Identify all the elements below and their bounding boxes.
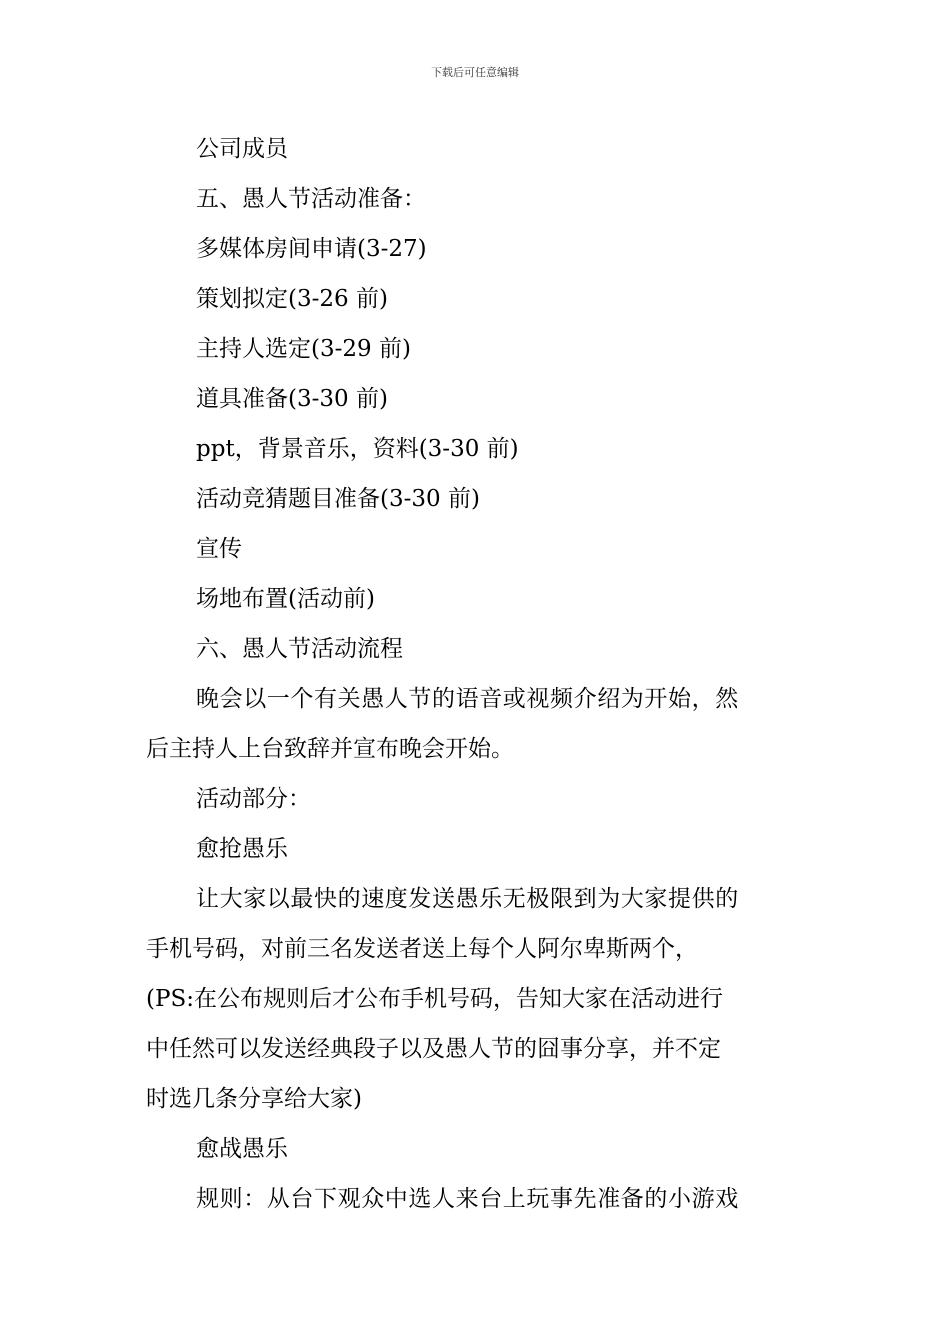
text-line: 活动竞猜题目准备(3-30 前) [196, 486, 480, 512]
text-line: 策划拟定(3-26 前) [196, 286, 388, 312]
text-line: ppt，背景音乐，资料(3-30 前) [196, 436, 519, 462]
section-heading: 六、愚人节活动流程 [196, 636, 403, 662]
text-line: 活动部分： [196, 786, 311, 812]
subsection-title: 愈战愚乐 [196, 1136, 288, 1162]
text-line: 多媒体房间申请(3-27) [196, 236, 427, 262]
section-heading: 五、愚人节活动准备： [196, 186, 426, 212]
document-body [146, 124, 806, 1224]
text-line: 公司成员 [196, 136, 288, 162]
text-line: 宣传 [196, 536, 242, 562]
text-line: 道具准备(3-30 前) [196, 386, 388, 412]
text-line: 主持人选定(3-29 前) [196, 336, 411, 362]
paragraph-line: 后主持人上台致辞并宣布晚会开始。 [146, 736, 514, 762]
page-header: 下载后可任意编辑 [431, 66, 519, 79]
subsection-title: 愈抢愚乐 [196, 836, 288, 862]
paragraph-line: 晚会以一个有关愚人节的语音或视频介绍为开始，然 [196, 686, 739, 712]
paragraph-line: 规则：从台下观众中选人来台上玩事先准备的小游戏 [196, 1186, 739, 1212]
paragraph-line: 手机号码，对前三名发送者送上每个人阿尔卑斯两个， [146, 936, 698, 962]
paragraph-line: 中任然可以发送经典段子以及愚人节的囧事分享，并不定 [146, 1036, 721, 1062]
paragraph-line: 让大家以最快的速度发送愚乐无极限到为大家提供的 [196, 886, 739, 912]
text-line: 场地布置(活动前) [196, 586, 375, 612]
paragraph-line: 时选几条分享给大家) [146, 1086, 362, 1112]
paragraph-line: (PS:在公布规则后才公布手机号码，告知大家在活动进行 [146, 986, 723, 1012]
